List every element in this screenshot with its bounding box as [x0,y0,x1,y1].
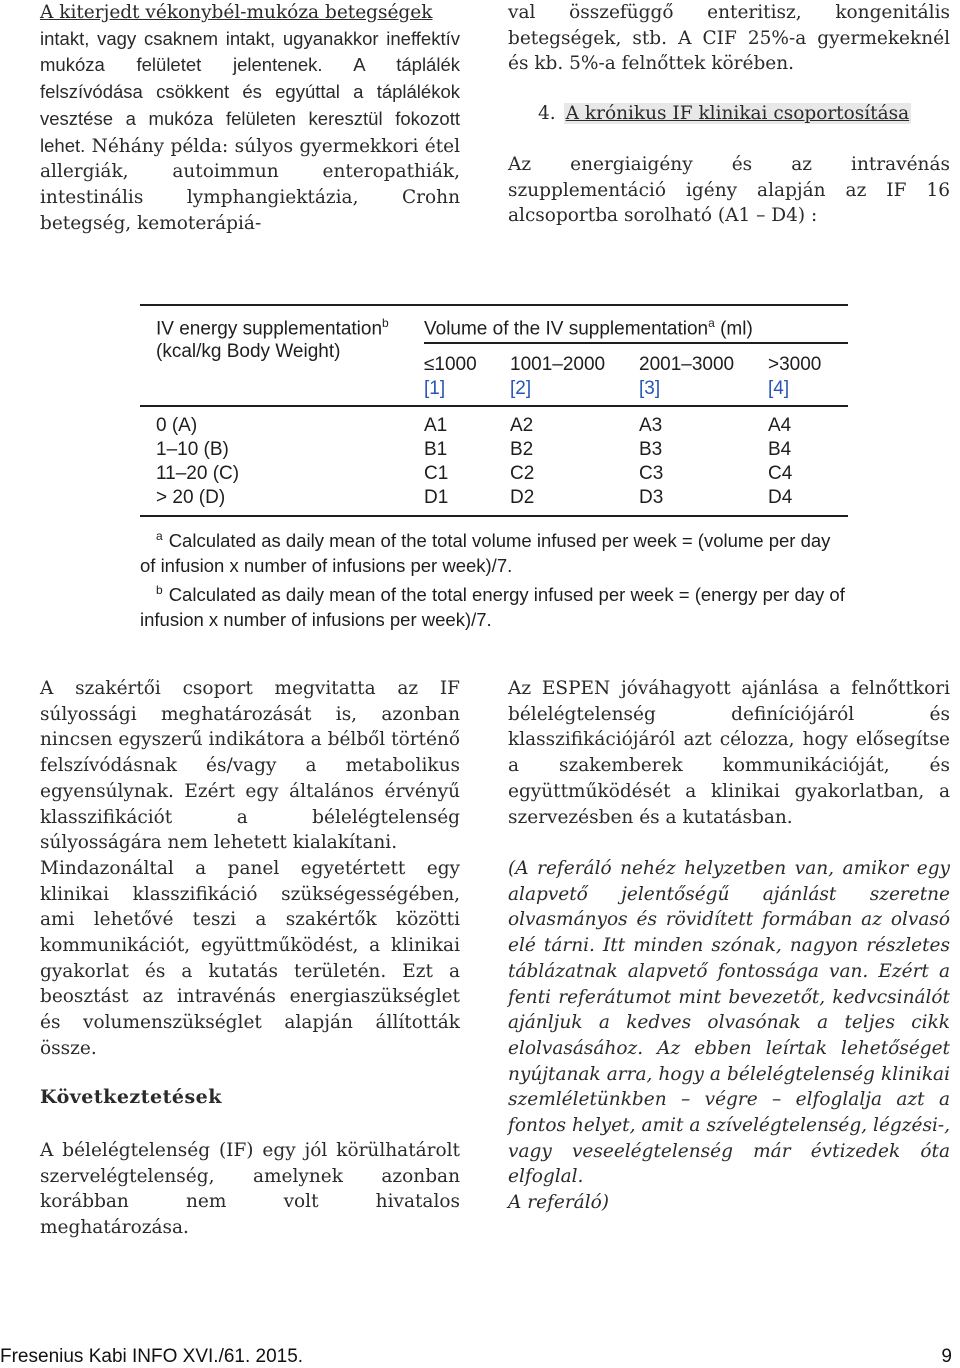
table-top-rule [140,304,848,306]
row-label: 1–10 (B) [156,439,229,460]
bottom-right-column [508,676,950,830]
paragraph: Mindazonáltal a panel egyetértett egy klinikai klasszifikáció szükségességében, ami lehetővé teszi a szakértők közötti kommunikációt, együttműködést, a klinikai gyakorlat és a kutatás területén. Ezt a beosztást az intravénás energiaszükséglet és volumenszükséglet alapján állították össze. [40,857,460,1059]
classification-table [140,304,848,630]
table-cell: D2 [510,487,535,508]
page-number: 9 [941,1346,952,1367]
paragraph [40,0,460,236]
section-title: A krónikus IF klinikai csoportosítása [565,103,910,124]
paragraph: Az energiaigény és az intravénás szupplementáció igény alapján az IF 16 alcsoportba sorolható (A1 – D4) : [508,154,950,227]
row-header-title: IV energy supplementation$^b$ [156,316,389,340]
conclusions-text [40,1138,460,1241]
table-cell: B2 [510,439,534,460]
column-group-header: Volume of the IV supplementation$^a$ (ml) [424,316,753,340]
table-footnotes [140,524,848,632]
table-cell: C1 [424,463,449,484]
table-cell: D1 [424,487,449,508]
paragraph: A szakértői csoport megvitatta az IF súlyossági meghatározását is, azonban nincsen egyszerű indikátora a bélből történő felszívódásnak és/vagy a metabolikus egyensúlynak. Ezért egy általános érvényű klasszifikációt a bélelégtelenség súlyosságára nem lehetett kialakítani. [40,678,460,854]
header-bottom-rule [140,405,848,407]
signature: A referáló) [508,1192,609,1214]
table-cell: C4 [768,463,793,484]
table-cell: A3 [639,415,663,436]
paragraph: (A referáló nehéz helyzetben van, amikor egy alapvető jelentőségű ajánlást szeretne olvasmányos és rövidített formában az olvasó elé tárni. Itt minden szónak, nagyon részletes táblázatnak alapvető fontossága van. Ezért a fenti referátumot mint bevezetőt, kedvcsinálót ajánljuk a kedves olvasónak a teljes cikk elolvasásához. Az ebben leírtak lehetőséget nyújtanak arra, hogy a bélelégtelenség klinikai szemléletünkben – végre – elfoglalja azt a fontos helyet, amit a szívelégtelenség, légzési-, vagy veseelégtelenség már évtizedek óta elfoglal. [508,858,950,1188]
column-ref: [3] [639,378,661,399]
top-left-column [40,0,460,236]
table-cell: A4 [768,415,792,436]
table-cell: C2 [510,463,535,484]
section-text [508,152,950,229]
column-label: 1001–2000 [510,354,606,375]
footnote-a: $^a$ Calculated as daily mean of the total volume infused per week = (volume per day of infusion x number of infusions per week)/7. [140,529,831,576]
reviewer-note [508,856,950,1216]
table-cell: D3 [639,487,664,508]
sans-text: intakt, vagy csaknem intakt, ugyanakkor ineffektív mukóza felületet jelentenek. A táplálék felszívódása csökkent és egyúttal a táplálékok vesztése a mukóza felületen keresztül fokozott lehet. [40,27,460,156]
section-heading [538,101,911,127]
table-cell: A2 [510,415,534,436]
table-cell: B3 [639,439,663,460]
underlined-text: A kiterjedt vékonybél-mukóza betegségek [40,2,433,23]
column-ref: [2] [510,378,532,399]
bottom-left-column [40,676,460,1062]
column-label: ≤1000 [424,354,477,375]
table-cell: A1 [424,415,448,436]
footnote-b: $^b$ Calculated as daily mean of the total energy infused per week = (energy per day of infusion x number of infusions per week)/7. [140,583,845,630]
column-ref: [4] [768,378,790,399]
column-label: 2001–3000 [639,354,735,375]
conclusions-heading: Következtetések [40,1086,222,1108]
column-ref: [1] [424,378,446,399]
top-right-column [508,0,950,77]
table-cell: C3 [639,463,664,484]
table-cell: D4 [768,487,793,508]
column-header-rule [424,342,848,344]
row-label: 11–20 (C) [156,463,240,484]
paragraph: val összefüggő enteritisz, kongenitális betegségek, stb. A CIF 25%-a gyermekeknél és kb. 5%-a felnőttek körében. [508,2,950,75]
paragraph: Az ESPEN jóváhagyott ajánlása a felnőttkori bélelégtelenség definíciójáról és klasszifikációjáról azt célozza, hogy elősegítse a szakemberek kommunikációját, és együttműködését a klinikai gyakorlatban, a szervezésben és a kutatásban. [508,678,950,828]
row-header-unit: (kcal/kg Body Weight) [156,341,341,362]
row-label: 0 (A) [156,415,198,436]
serif-text: Néhány példa: súlyos gyermekkori étel allergiák, autoimmun enteropathiák, intestinális lymphangiektázia, Crohn betegség, kemoterápiá- [40,135,460,234]
paragraph: A bélelégtelenség (IF) egy jól körülhatárolt szervelégtelenség, amelynek azonban korábban nem volt hivatalos meghatározása. [40,1140,460,1239]
section-number: 4. [538,103,556,124]
footer-publication: Fresenius Kabi INFO XVI./61. 2015. [0,1346,304,1367]
table-bottom-rule [140,515,848,517]
row-label: > 20 (D) [156,487,226,508]
table-cell: B1 [424,439,448,460]
table-cell: B4 [768,439,792,460]
column-label: >3000 [768,354,822,375]
